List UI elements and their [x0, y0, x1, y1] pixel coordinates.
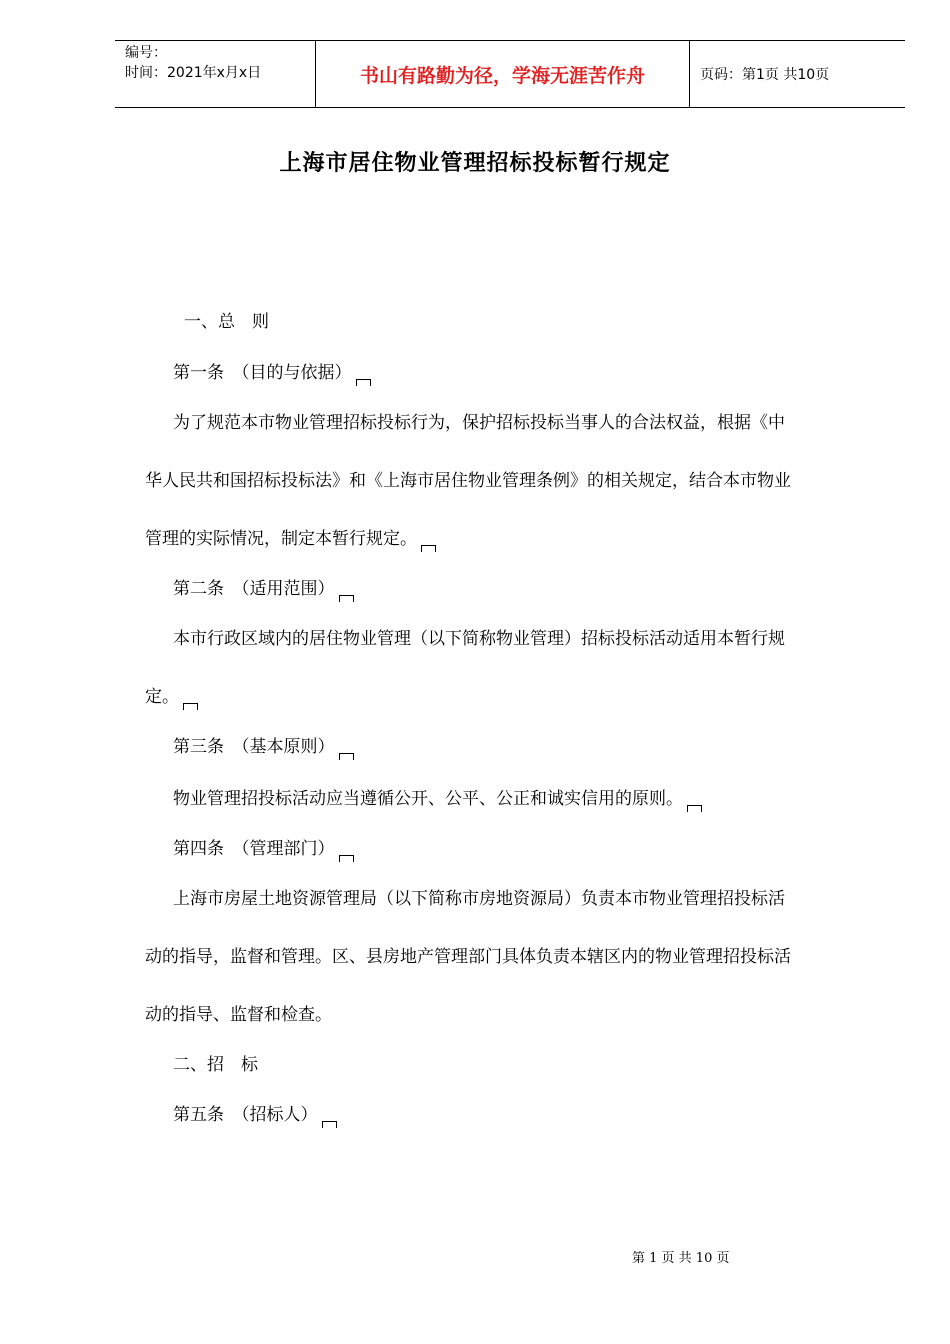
paragraph-mark-icon	[356, 379, 371, 386]
document-number-label: 编号：	[125, 45, 167, 61]
paragraph-mark-icon	[339, 595, 354, 602]
paragraph-mark-icon	[339, 855, 354, 862]
paragraph-line: 本市行政区域内的居住物业管理（以下简称物业管理）招标投标活动适用本暂行规	[173, 629, 785, 649]
page-header	[115, 40, 905, 108]
article-heading: 第二条 （适用范围）	[173, 577, 354, 602]
paragraph-line: 华人民共和国招标投标法》和《上海市居住物业管理条例》的相关规定，结合本市物业	[145, 471, 791, 491]
paragraph-mark-icon	[322, 1121, 337, 1128]
paragraph-line: 物业管理招投标活动应当遵循公开、公平、公正和诚实信用的原则。	[173, 787, 702, 812]
paragraph-line: 为了规范本市物业管理招标投标行为，保护招标投标当事人的合法权益，根据《中	[173, 413, 785, 433]
paragraph-mark-icon	[183, 703, 198, 710]
paragraph-line: 动的指导，监督和管理。区、县房地产管理部门具体负责本辖区内的物业管理招投标活	[145, 947, 791, 967]
paragraph-line: 上海市房屋土地资源管理局（以下简称市房地资源局）负责本市物业管理招投标活	[173, 889, 785, 909]
header-meta	[115, 41, 316, 107]
article-heading: 第五条 （招标人）	[173, 1103, 337, 1128]
article-heading: 第三条 （基本原则）	[173, 735, 354, 760]
section-heading: 一、总 则	[184, 312, 269, 332]
page-footer: 第 1 页 共 10 页	[632, 1251, 730, 1266]
paragraph-line: 管理的实际情况，制定本暂行规定。	[145, 527, 436, 552]
section-heading: 二、招 标	[173, 1055, 258, 1075]
paragraph-line: 动的指导、监督和检查。	[145, 1005, 332, 1025]
article-heading: 第一条 （目的与依据）	[173, 361, 371, 386]
paragraph-mark-icon	[687, 805, 702, 812]
document-time: 时间：2021年x月x日	[125, 65, 262, 81]
document-title: 上海市居住物业管理招标投标暂行规定	[279, 150, 671, 176]
paragraph-mark-icon	[339, 753, 354, 760]
article-heading: 第四条 （管理部门）	[173, 837, 354, 862]
header-page-info: 页码：第1页 共10页	[700, 67, 830, 83]
paragraph-mark-icon	[421, 545, 436, 552]
header-motto: 书山有路勤为径，学海无涯苦作舟	[316, 41, 690, 107]
paragraph-line: 定。	[145, 685, 198, 710]
